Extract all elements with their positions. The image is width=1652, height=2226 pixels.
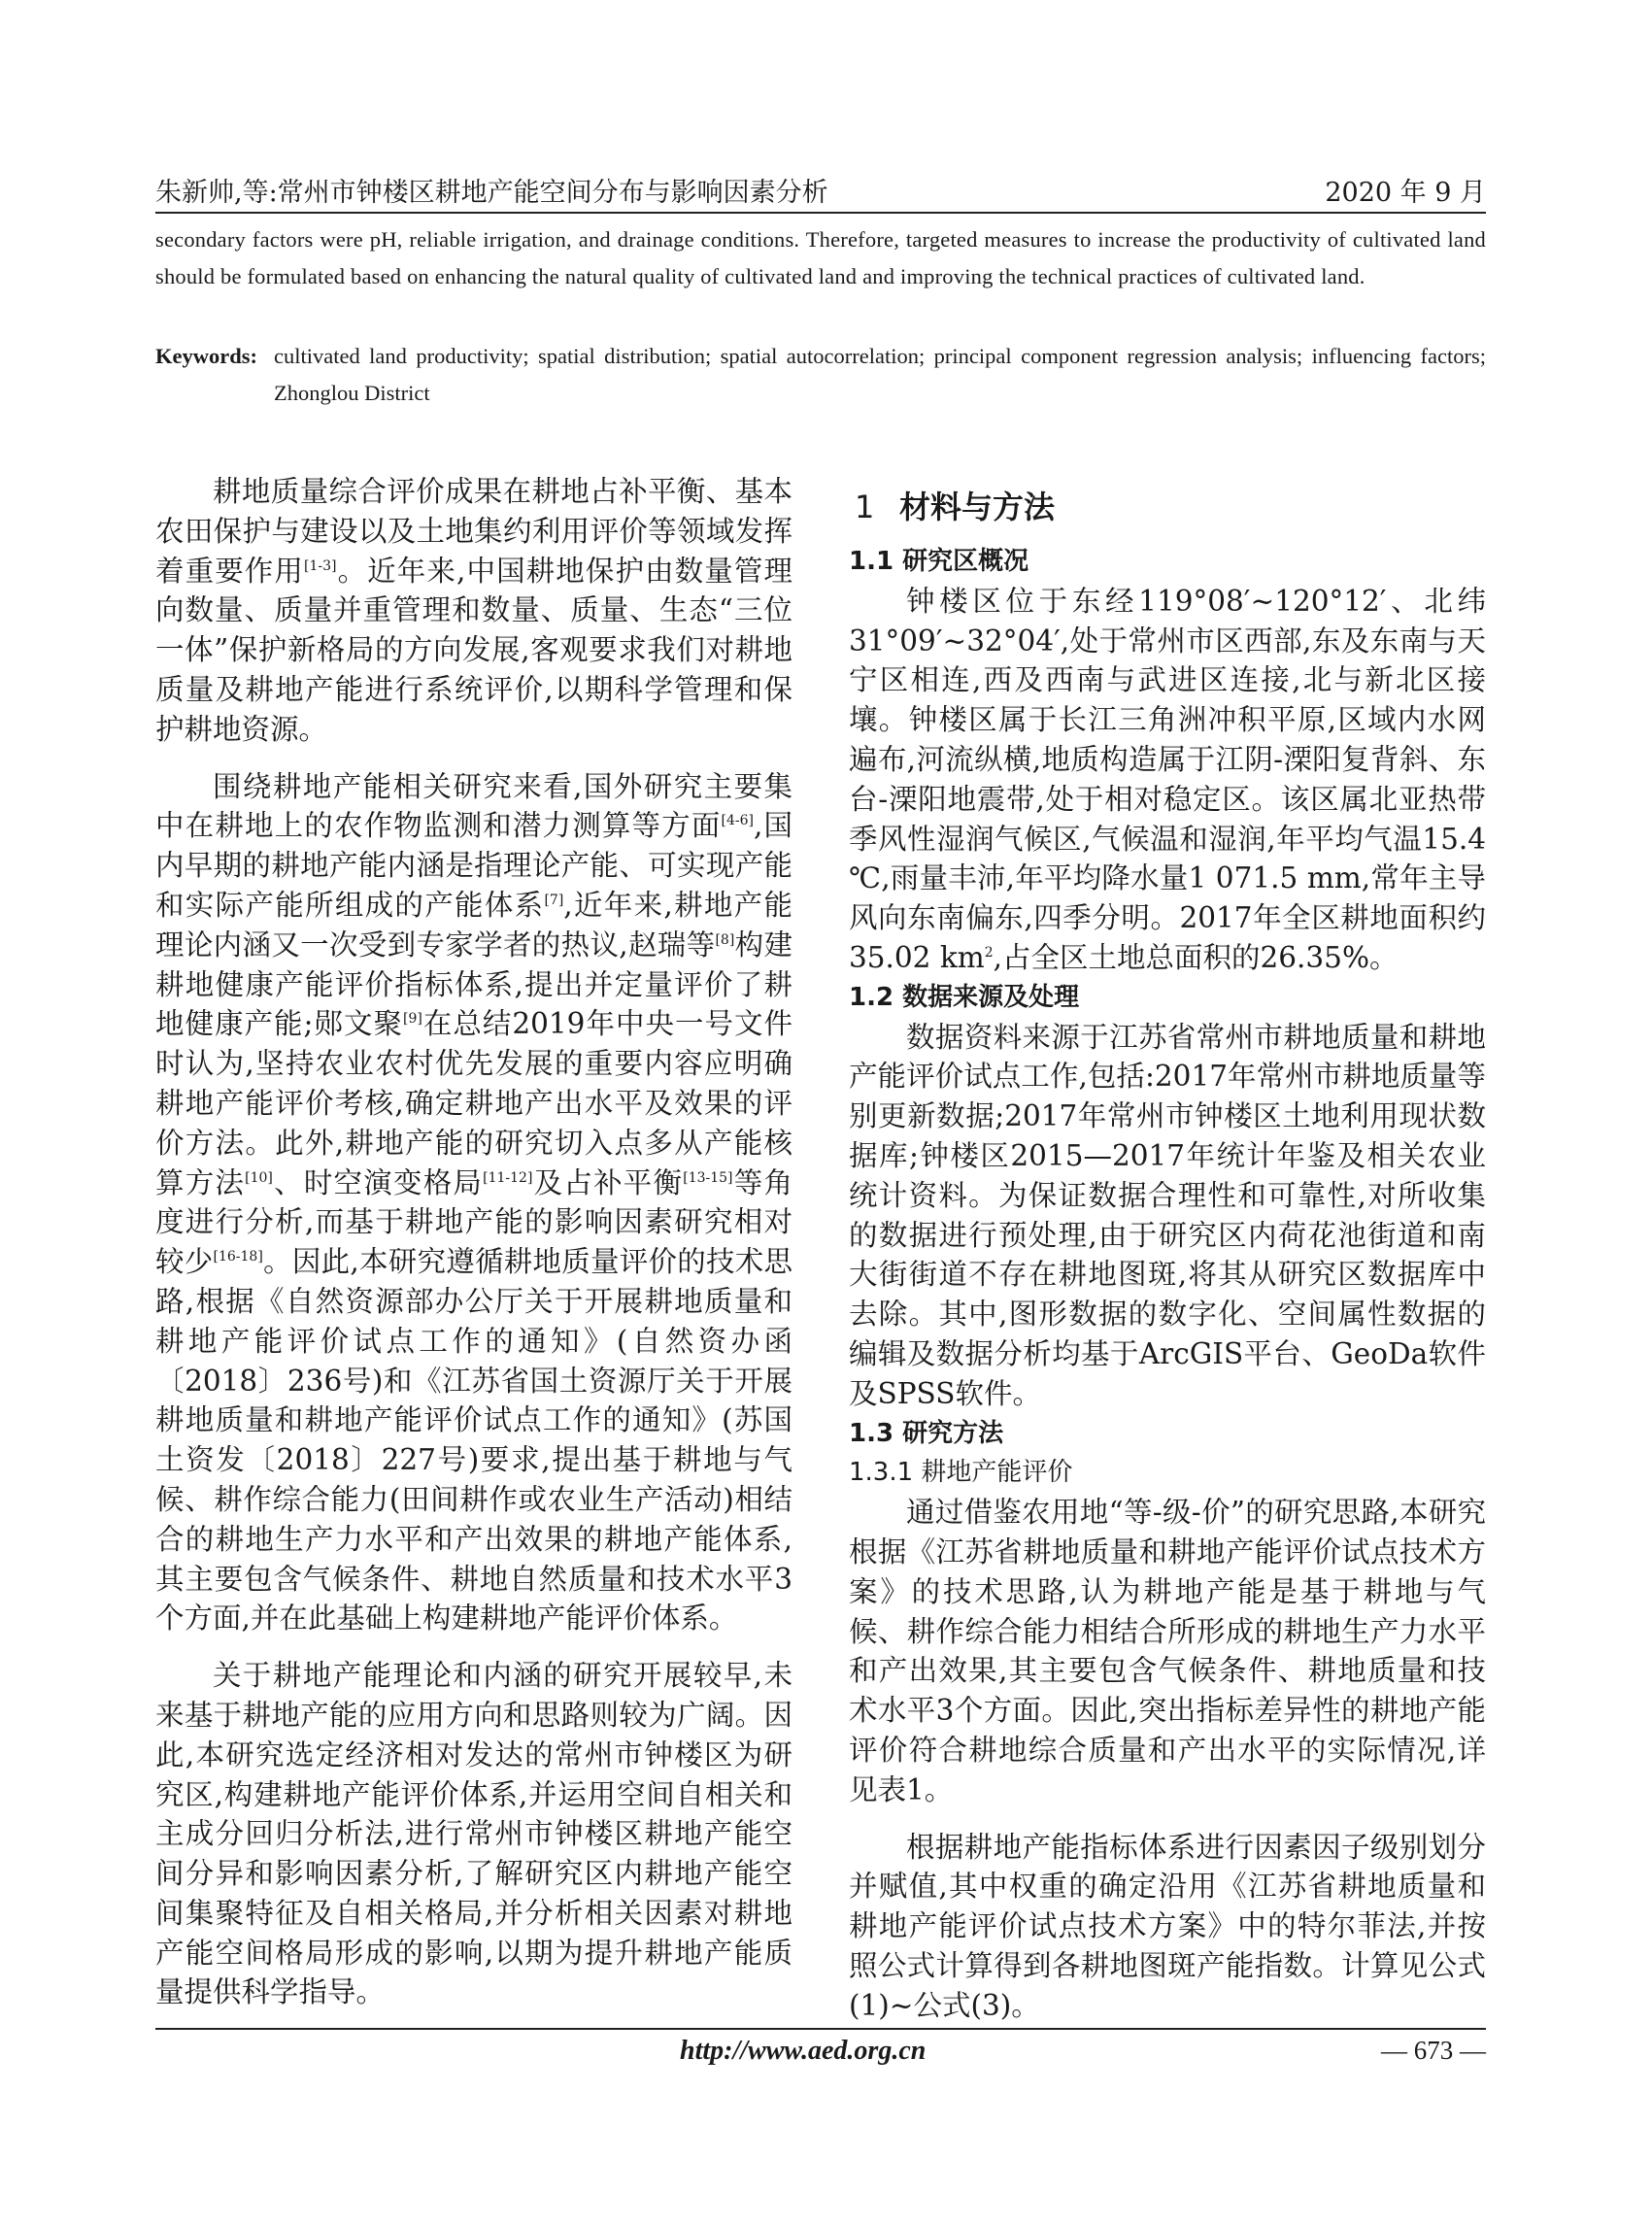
citation: [4-6] <box>721 813 754 829</box>
subsection-heading-1-1: 1.1 研究区概况 <box>849 547 1029 576</box>
page-number: — 673 — <box>1381 2036 1486 2065</box>
intro-paragraph-1: 耕地质量综合评价成果在耕地占补平衡、基本农田保护与建设以及土地集约利用评价等领域发挥着重要作用[1-3]。近年来,中国耕地保护由数量管理向数量、质量并重管理和数量、质量、生态“三位一体”保护新格局的方向发展,客观要求我们对耕地质量及耕地产能进行系统评价,以期科学管理和保护耕地资源。 <box>155 475 792 746</box>
study-area-paragraph: 钟楼区位于东经119°08′~120°12′、北纬31°09′~32°04′,处于常州市区西部,东及东南与天宁区相连,西及西南与武进区连接,北与新北区接壤。钟楼区属于长江三角洲冲积平原,区域内水网遍布,河流纵横,地质构造属于江阴-溧阳复背斜、东台-溧阳地震带,处于相对稳定区。该区属北亚热带季风性湿润气候区,气候温和湿润,年平均气温15.4 ℃,雨量丰沛,年平均降水量1 071.5 mm,常年主导风向东南偏东,四季分明。2017年全区耕地面积约35.02 $km^2$,占全区土地总面积的26.35%。 <box>849 584 1486 974</box>
section-heading-1: 1 材料与方法 <box>855 489 1056 525</box>
intro-paragraph-2: 围绕耕地产能相关研究来看,国外研究主要集中在耕地上的农作物监测和潜力测算等方面[4-6],国内早期的耕地产能内涵是指理论产能、可实现产能和实际产能所组成的产能体系[7],近年来,耕地产能理论内涵又一次受到专家学者的热议,赵瑞等[8]构建耕地健康产能评价指标体系,提出并定量评价了耕地健康产能;郧文聚[9]在总结2019年中央一号文件时认为,坚持农业农村优先发展的重要内容应明确耕地产能评价考核,确定耕地产出水平及效果的评价方法。此外,耕地产能的研究切入点多从产能核算方法[10]、时空演变格局[11-12]及占补平衡[13-15]等角度进行分析,而基于耕地产能的影响因素研究相对较少[16-18]。因此,本研究遵循耕地质量评价的技术思路,根据《自然资源部办公厅关于开展耕地质量和耕地产能评价试点工作的通知》(自然资办函〔2018〕236号)和《江苏省国土资源厅关于开展耕地质量和耕地产能评价试点工作的通知》(苏国土资发〔2018〕227号)要求,提出基于耕地与气候、耕作综合能力(田间耕作或农业生产活动)相结合的耕地生产力水平和产出效果的耕地产能体系,其主要包含气候条件、耕地自然质量和技术水平3个方面,并在此基础上构建耕地产能评价体系。 <box>155 769 792 1636</box>
method-paragraph-1: 通过借鉴农用地“等-级-价”的研究思路,本研究根据《江苏省耕地质量和耕地产能评价试点技术方案》的技术思路,认为耕地产能是基于耕地与气候、耕作综合能力相结合所形成的耕地生产力水平和产出效果,其主要包含气候条件、耕地质量和技术水平3个方面。因此,突出指标差异性的耕地产能评价符合耕地综合质量和产出水平的实际情况,详见表1。 <box>849 1496 1486 1806</box>
data-source-paragraph: 数据资料来源于江苏省常州市耕地质量和耕地产能评价试点工作,包括:2017年常州市耕地质量等别更新数据;2017年常州市钟楼区土地利用现状数据库;钟楼区2015—2017年统计年鉴及相关农业统计资料。为保证数据合理性和可靠性,对所收集的数据进行预处理,由于研究区内荷花池街道和南大街街道不存在耕地图斑,将其从研究区数据库中去除。其中,图形数据的数字化、空间属性数据的编辑及数据分析均基于ArcGIS平台、GeoDa软件及SPSS软件。 <box>849 1020 1486 1410</box>
journal-url[interactable]: http://www.aed.org.cn <box>680 2036 927 2066</box>
left-column <box>155 472 792 2012</box>
subsection-heading-1-2: 1.2 数据来源及处理 <box>849 982 1080 1012</box>
keywords-label: Keywords: <box>155 344 257 368</box>
citation: [9] <box>403 1011 422 1028</box>
citation: [7] <box>544 893 564 909</box>
intro-paragraph-3: 关于耕地产能理论和内涵的研究开展较早,未来基于耕地产能的应用方向和思路则较为广阔。因此,本研究选定经济相对发达的常州市钟楼区为研究区,构建耕地产能评价体系,并运用空间自相关和主成分回归分析法,进行常州市钟楼区耕地产能空间分异和影响因素分析,了解研究区内耕地产能空间集聚特征及自相关格局,并分析相关因素对耕地产能空间格局形成的影响,以期为提升耕地产能质量提供科学指导。 <box>155 1659 792 2009</box>
page-footer <box>155 2036 1486 2074</box>
issue-date: 2020 年 9 月 <box>1325 178 1486 208</box>
citation: [16-18] <box>213 1249 263 1265</box>
citation: [11-12] <box>483 1169 533 1186</box>
running-title: 朱新帅,等:常州市钟楼区耕地产能空间分布与影响因素分析 <box>155 178 828 208</box>
keywords-block <box>155 338 1486 405</box>
header-rule <box>155 212 1486 214</box>
subsection-heading-1-3: 1.3 研究方法 <box>849 1418 1004 1448</box>
running-header <box>155 171 1486 210</box>
keywords-text: cultivated land productivity; spatial distribution; spatial autocorrelation; principal component regression analysis; influencing factors; Zhonglou District <box>274 344 1486 405</box>
citation: [10] <box>245 1169 273 1186</box>
abstract-text: secondary factors were pH, reliable irrigation, and drainage conditions. Therefore, targeted measures to increase the productivity of cultivated land should be formulated based on enhancing the natural quality of cultivated land and improving the technical practices of cultivated land. <box>155 227 1486 288</box>
citation: [1-3] <box>304 557 337 574</box>
citation: [13-15] <box>683 1169 733 1186</box>
footer-rule <box>155 2028 1486 2030</box>
abstract-continuation <box>155 221 1486 295</box>
right-column <box>849 472 1486 2025</box>
method-paragraph-2: 根据耕地产能指标体系进行因素因子级别划分并赋值,其中权重的确定沿用《江苏省耕地质量和耕地产能评价试点技术方案》中的特尔菲法,并按照公式计算得到各耕地图斑产能指数。计算见公式(1)~公式(3)。 <box>849 1830 1486 2022</box>
citation: [8] <box>715 931 735 948</box>
subsubsection-heading-1-3-1: 1.3.1 耕地产能评价 <box>849 1458 1073 1488</box>
